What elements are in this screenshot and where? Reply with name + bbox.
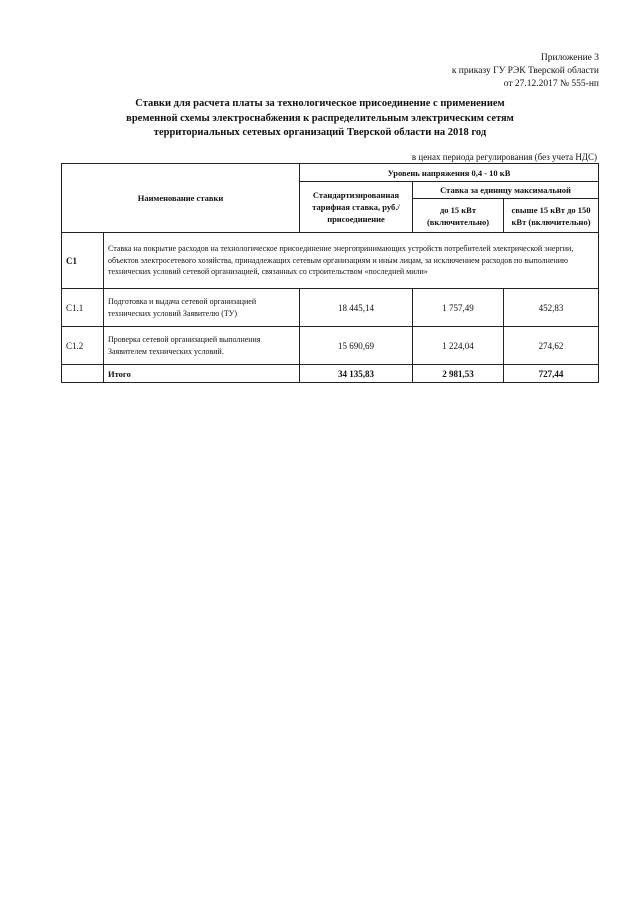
header-up-to-15kw: до 15 кВт (включительно) (413, 199, 504, 233)
row-code: С1 (62, 233, 104, 289)
title-line-2: временной схемы электроснабжения к распределительным электрическим сетям (126, 112, 514, 124)
row-name: Подготовка и выдача сетевой организацией технических условий Заявителю (ТУ) (104, 289, 300, 327)
header-per-unit-rate: Ставка за единицу максимальной (413, 182, 599, 199)
appendix-order-reference: к приказу ГУ РЭК Тверской области (451, 66, 599, 76)
total-label: Итого (104, 365, 300, 383)
rates-table (61, 163, 599, 383)
header-rate-name: Наименование ставки (62, 164, 300, 233)
total-above-15kw: 727,44 (504, 365, 599, 383)
title-line-3: территориальных сетевых организаций Тверской области на 2018 год (153, 127, 487, 138)
total-standard-rate: 34 135,83 (300, 365, 413, 383)
table-row-c1-2 (62, 327, 599, 365)
total-code-empty (62, 365, 104, 383)
row-up-to-15kw: 1 224,04 (413, 327, 504, 365)
row-code: С1.1 (62, 289, 104, 327)
row-name: Проверка сетевой организацией выполнения Заявителем технических условий. (104, 327, 300, 365)
row-above-15kw: 274,62 (504, 327, 599, 365)
row-standard-rate: 15 690,69 (300, 327, 413, 365)
table-row-total (62, 365, 599, 383)
appendix-header (452, 52, 599, 91)
header-above-15kw: свыше 15 кВт до 150 кВт (включительно) (504, 199, 599, 233)
price-note: в ценах периода регулирования (без учета НДС) (411, 152, 597, 162)
title-line-1: Ставки для расчета платы за технологическое присоединение с применением (135, 98, 505, 109)
row-code: С1.2 (62, 327, 104, 365)
appendix-order-date: от 27.12.2017 № 555-нп (503, 79, 599, 89)
total-up-to-15kw: 2 981,53 (413, 365, 504, 383)
row-standard-rate: 18 445,14 (300, 289, 413, 327)
header-voltage-level: Уровень напряжения 0,4 - 10 кВ (300, 164, 599, 182)
row-up-to-15kw: 1 757,49 (413, 289, 504, 327)
header-standard-rate: Стандартизированная тарифная ставка, руб./присоединение (300, 182, 413, 233)
document-title (110, 97, 530, 141)
appendix-number: Приложение 3 (540, 53, 599, 63)
row-above-15kw: 452,83 (504, 289, 599, 327)
row-description: Ставка на покрытие расходов на технологическое присоединение энергопринимающих устройств потребителей электрической энергии, объектов электросетевого хозяйства, принадлежащих сетевым организациям и иным лицам, за исключением расходов по выполнению технических условий сетевой организацией, связанных со строительством «последней мили» (104, 233, 599, 289)
table-row-c1-1 (62, 289, 599, 327)
table-row-c1 (62, 233, 599, 289)
